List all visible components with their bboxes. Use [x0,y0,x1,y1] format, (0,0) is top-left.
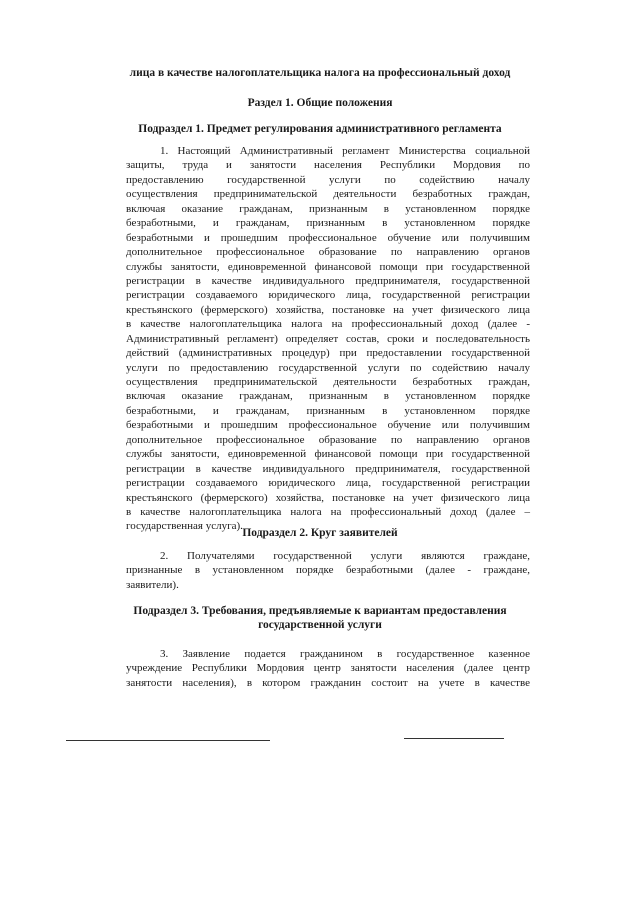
paragraph-line: признанные в установленном порядке безработными (далее - граждане, [126,564,530,577]
paragraph-line: регистрации в качестве индивидуального предпринимателя, государственной [126,462,530,475]
paragraph-line: Административный регламент) определяет состав, сроки и последовательность [126,332,530,345]
paragraph-line: действий (административных процедур) при предоставлении государственной [126,347,530,360]
paragraph-line: услуги по предоставлению государственной услуги по содействию началу [126,361,530,374]
paragraph-line: 2. Получателями государственной услуги являются граждане, [160,550,530,562]
paragraph-line: безработными, и гражданам, признанным в установленном порядке [126,404,530,417]
paragraph-line: регистрации создаваемого юридического лица, государственной регистрации [126,289,530,302]
paragraph-line: 3. Заявление подается гражданином в государственное казенное [160,648,530,660]
paragraph-line: крестьянского (фермерского) хозяйства, постановке на учет физического лица [126,303,530,316]
paragraph-line: в качестве налогоплательщика налога на профессиональный доход (далее – [126,505,530,518]
subsection-2-title: Подраздел 2. Круг заявителей [242,527,398,539]
paragraph-line: осуществления предпринимательской деятельности безработных граждан, [126,188,530,201]
paragraph-line: безработными, и гражданам, признанным в установленном порядке [126,217,530,230]
paragraph-line: регистрации в качестве индивидуального предпринимателя, государственной [126,274,530,287]
subsection-3-title-line-1: Подраздел 3. Требования, предъявляемые к вариантам предоставления [133,605,507,617]
paragraph-line: службы занятости, единовременной финансовой помощи при государственной [126,448,530,461]
subsection-1-title: Подраздел 1. Предмет регулирования административного регламента [138,123,502,135]
paragraph-line: включая оказание гражданам, признанным в установленном порядке [126,390,530,403]
paragraph-line: защиты, труда и занятости населения Республики Мордовия по [126,159,530,172]
section-title: Раздел 1. Общие положения [247,97,393,109]
paragraph-line: службы занятости, единовременной финансовой помощи при государственной [126,260,530,273]
paragraph-line: дополнительное профессиональное образование по направлению органов [126,433,530,446]
continuation-title-line: лица в качестве налогоплательщика налога на профессиональный доход [129,67,511,79]
paragraph-line: осуществления предпринимательской деятельности безработных граждан, [126,376,530,388]
paragraph-line: безработными и прошедшим профессиональное обучение или получившим [126,231,530,244]
paragraph-line: регистрации создаваемого юридического лица, государственной регистрации [126,477,530,490]
paragraph-line: государственная услуга). [126,520,243,533]
paragraph-line: занятости населения), в котором гражданин состоит на учете в качестве [126,676,530,689]
paragraph-1 [126,144,530,534]
paragraph-line: заявители). [126,578,179,591]
paragraph-line: включая оказание гражданам, признанным в установленном порядке [126,202,530,215]
paragraph-line: безработными и прошедшим профессиональное обучение или получившим [126,419,530,432]
paragraph-3 [126,647,530,690]
footer-rule-right [404,738,504,739]
paragraph-line: дополнительное профессиональное образование по направлению органов [126,246,530,259]
paragraph-line: учреждение Республики Мордовия центр занятости населения (далее центр [126,662,530,675]
footer-rule-left [66,740,270,741]
paragraph-2 [126,549,530,592]
paragraph-line: в качестве налогоплательщика налога на профессиональный доход (далее - [126,318,530,331]
paragraph-line: 1. Настоящий Административный регламент Министерства социальной [160,145,530,157]
paragraph-line: крестьянского (фермерского) хозяйства, постановке на учет физического лица [126,491,530,504]
subsection-3-title-line-2: государственной услуги [258,619,382,631]
paragraph-line: предоставлению государственной услуги по содействию началу [126,173,530,186]
